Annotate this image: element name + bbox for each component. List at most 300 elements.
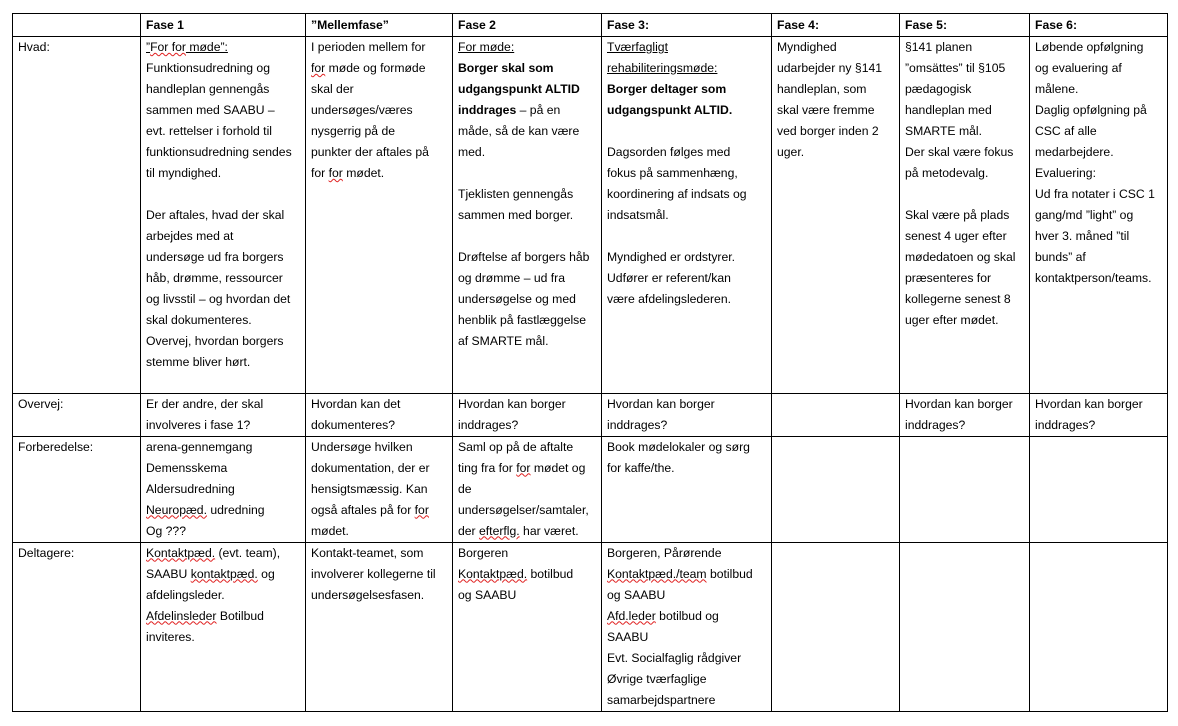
text-line xyxy=(311,163,447,184)
text-line xyxy=(607,100,766,121)
text-run: efterflg. xyxy=(479,523,520,538)
row-forberedelse xyxy=(13,436,1168,542)
text-run: og SAABU xyxy=(607,587,666,602)
text-line xyxy=(607,648,766,669)
text-run: ved borger inden 2 xyxy=(777,124,879,138)
text-line xyxy=(607,564,766,585)
text-line xyxy=(458,79,596,100)
cell-deltagere-fase-5 xyxy=(900,542,1030,711)
text-run: I perioden mellem for xyxy=(311,40,426,54)
header-fase-5: Fase 5: xyxy=(900,14,1030,37)
text-run: Book mødelokaler og sørg xyxy=(607,439,750,454)
text-line xyxy=(607,394,766,415)
text-run: af SMARTE mål. xyxy=(458,334,549,348)
text-line xyxy=(607,37,766,58)
text-run: ” xyxy=(146,40,151,54)
text-run: stemme bliver hørt. xyxy=(146,355,251,369)
text-run: involverer kollegerne til xyxy=(311,566,436,581)
text-run: SAABU xyxy=(607,629,649,644)
text-line xyxy=(458,289,596,310)
text-line xyxy=(1035,100,1162,121)
text-line xyxy=(777,58,894,79)
cell-hvad-fase-2 xyxy=(453,37,602,394)
text-run: også aftales på for xyxy=(311,502,415,517)
text-run: og SAABU xyxy=(458,587,517,602)
text-line xyxy=(607,437,766,458)
text-line xyxy=(146,458,300,479)
text-line xyxy=(1035,142,1162,163)
text-run: inddrages? xyxy=(905,417,966,432)
cell-forberedelse-fase-5 xyxy=(900,436,1030,542)
cell-forberedelse-mellemfase xyxy=(306,436,453,542)
text-run: dokumentation, der er xyxy=(311,460,430,475)
text-run: skal være fremme xyxy=(777,103,875,117)
text-run: – på en xyxy=(516,103,561,117)
text-line xyxy=(458,121,596,142)
text-run: og evaluering af xyxy=(1035,61,1122,75)
text-line xyxy=(311,79,447,100)
text-run: der xyxy=(458,523,480,538)
text-run: undersøge ud fra borgers xyxy=(146,250,284,264)
cell-overvej-fase-3 xyxy=(602,393,772,436)
text-run: Hvordan kan det xyxy=(311,396,401,411)
cell-deltagere-fase-1 xyxy=(141,542,306,711)
text-run: rehabiliteringsmøde: xyxy=(607,61,718,75)
cell-deltagere-fase-6 xyxy=(1030,542,1168,711)
text-line xyxy=(311,585,447,606)
text-run: Undersøge hvilken xyxy=(311,439,413,454)
cell-forberedelse-fase-6 xyxy=(1030,436,1168,542)
text-run: Overvej, hvordan borgers xyxy=(146,334,284,348)
text-run: undersøgelser/samtaler, xyxy=(458,502,589,517)
text-run: udgangspunkt ALTID. xyxy=(607,103,733,117)
text-line xyxy=(146,58,300,79)
cell-overvej-mellemfase xyxy=(306,393,453,436)
text-run: CSC af alle xyxy=(1035,124,1097,138)
cell-forberedelse-fase-4 xyxy=(772,436,900,542)
text-line xyxy=(311,500,447,521)
text-run: Demensskema xyxy=(146,460,228,475)
text-run: Er der andre, der skal xyxy=(146,396,264,411)
text-run: Tjeklisten gennengås xyxy=(458,187,574,201)
text-line xyxy=(905,205,1024,226)
text-run: evt. rettelser i forhold til xyxy=(146,124,272,138)
text-run: SAABU xyxy=(146,566,191,581)
text-line xyxy=(458,437,596,458)
text-run: Og ??? xyxy=(146,523,186,538)
text-line xyxy=(458,142,596,163)
text-line xyxy=(146,268,300,289)
text-run: bunds” af xyxy=(1035,250,1086,264)
text-run: for xyxy=(516,460,531,475)
text-line xyxy=(311,121,447,142)
text-run: møde og formøde xyxy=(325,61,426,75)
text-line xyxy=(607,163,766,184)
text-line xyxy=(146,415,300,436)
text-run: hver 3. måned ”til xyxy=(1035,229,1130,243)
cell-overvej-fase-5 xyxy=(900,393,1030,436)
text-run: mødet. xyxy=(311,523,349,538)
text-line xyxy=(777,142,894,163)
text-line xyxy=(607,289,766,310)
text-line xyxy=(146,564,300,585)
text-line xyxy=(458,268,596,289)
text-run: med. xyxy=(458,145,486,159)
text-line xyxy=(607,627,766,648)
text-line xyxy=(607,669,766,690)
text-run: mødedatoen og skal xyxy=(905,250,1016,264)
text-run: dokumenteres? xyxy=(311,417,396,432)
text-run: funktionsudredning sendes xyxy=(146,145,292,159)
text-run: handleplan, som xyxy=(777,82,867,96)
text-run: inviteres. xyxy=(146,629,195,644)
text-line xyxy=(607,268,766,289)
cell-hvad-fase-4 xyxy=(772,37,900,394)
text-run: uger. xyxy=(777,145,805,159)
text-run: skal der xyxy=(311,82,354,96)
text-line xyxy=(458,458,596,479)
text-line xyxy=(1035,415,1162,436)
cell-forberedelse-fase-2 xyxy=(453,436,602,542)
text-line xyxy=(1035,121,1162,142)
blank-line xyxy=(905,184,1024,205)
text-run: hensigtsmæssig. Kan xyxy=(311,481,428,496)
text-line xyxy=(146,606,300,627)
text-line xyxy=(777,37,894,58)
text-run: ”omsättes” til §105 xyxy=(905,61,1006,75)
text-run: de xyxy=(458,481,472,496)
text-run: målene. xyxy=(1035,82,1079,96)
cell-forberedelse-fase-1 xyxy=(141,436,306,542)
row-overvej xyxy=(13,393,1168,436)
text-line xyxy=(146,226,300,247)
header-row xyxy=(13,14,1168,37)
text-line xyxy=(311,521,447,542)
text-run: For møde: xyxy=(458,40,515,54)
text-line xyxy=(905,268,1024,289)
header-fase-4: Fase 4: xyxy=(772,14,900,37)
text-run: Udfører er referent/kan xyxy=(607,271,731,285)
text-line xyxy=(607,458,766,479)
cell-hvad-mellemfase xyxy=(306,37,453,394)
text-run: Aldersudredning xyxy=(146,481,235,496)
text-line xyxy=(458,500,596,521)
text-line xyxy=(607,247,766,268)
text-line xyxy=(607,79,766,100)
text-run: Funktionsudredning og xyxy=(146,61,270,75)
text-line xyxy=(146,627,300,648)
text-run: Daglig opfølgning på xyxy=(1035,103,1147,117)
text-line xyxy=(1035,37,1162,58)
text-line xyxy=(1035,163,1162,184)
text-line xyxy=(777,121,894,142)
text-run: Kontaktpæd. xyxy=(458,566,528,581)
text-run: Der skal være fokus xyxy=(905,145,1014,159)
text-line xyxy=(146,121,300,142)
text-line xyxy=(458,415,596,436)
text-line xyxy=(607,205,766,226)
text-line xyxy=(458,58,596,79)
text-line xyxy=(458,543,596,564)
text-run: Borgeren, Pårørende xyxy=(607,545,722,560)
text-run: på metodevalg. xyxy=(905,166,989,180)
text-line xyxy=(458,394,596,415)
text-line xyxy=(905,310,1024,331)
cell-deltagere-mellemfase xyxy=(306,542,453,711)
cell-overvej-fase-6 xyxy=(1030,393,1168,436)
text-run: undersøgelse og med xyxy=(458,292,576,306)
text-run: Kontakt-teamet, som xyxy=(311,545,424,560)
text-run: Hvordan kan borger xyxy=(1035,396,1143,411)
text-line xyxy=(607,142,766,163)
text-run: inddrages? xyxy=(1035,417,1096,432)
text-run: gang/md ”light” og xyxy=(1035,208,1134,222)
text-line xyxy=(607,415,766,436)
text-run: senest 4 uger efter xyxy=(905,229,1007,243)
blank-line xyxy=(607,121,766,142)
text-line xyxy=(607,58,766,79)
text-run: §141 planen xyxy=(905,40,973,54)
text-run: og livsstil – og hvordan det xyxy=(146,292,291,306)
text-run: Evaluering: xyxy=(1035,166,1096,180)
text-run: inddrages? xyxy=(607,417,668,432)
text-run: uger efter mødet. xyxy=(905,313,999,327)
text-run: præsenteres for xyxy=(905,271,992,285)
text-run: og drømme – ud fra xyxy=(458,271,566,285)
text-line xyxy=(311,58,447,79)
text-line xyxy=(905,79,1024,100)
blank-line xyxy=(607,226,766,247)
text-line xyxy=(146,142,300,163)
text-run: sammen med SAABU – xyxy=(146,103,275,117)
text-run: kontaktpæd. xyxy=(190,566,258,581)
header-fase-2: Fase 2 xyxy=(453,14,602,37)
text-line xyxy=(905,121,1024,142)
text-line xyxy=(146,163,300,184)
text-run: Drøftelse af borgers håb xyxy=(458,250,590,264)
text-run: undersøges/væres xyxy=(311,103,413,117)
text-run: mødet. xyxy=(342,166,385,180)
text-run: samarbejdspartnere xyxy=(607,692,716,707)
text-line xyxy=(607,543,766,564)
text-line xyxy=(146,205,300,226)
text-line xyxy=(311,458,447,479)
text-line xyxy=(146,79,300,100)
text-line xyxy=(905,142,1024,163)
row-label-overvej: Overvej: xyxy=(13,393,141,436)
text-run: Botilbud xyxy=(216,608,264,623)
text-line xyxy=(905,289,1024,310)
text-line xyxy=(1035,79,1162,100)
text-run: Borgeren xyxy=(458,545,509,560)
text-run: udredning xyxy=(206,502,265,517)
text-run: for xyxy=(311,61,326,75)
text-run: botilbud xyxy=(527,566,574,581)
text-run: Myndighed xyxy=(777,40,837,54)
header-fase-3: Fase 3: xyxy=(602,14,772,37)
text-line xyxy=(1035,184,1162,205)
text-line xyxy=(458,585,596,606)
cell-hvad-fase-5 xyxy=(900,37,1030,394)
cell-hvad-fase-6 xyxy=(1030,37,1168,394)
text-run: Tværfagligt xyxy=(607,40,668,54)
text-run: nysgerrig på de xyxy=(311,124,396,138)
text-run: SMARTE mål. xyxy=(905,124,982,138)
text-run: har været. xyxy=(519,523,579,538)
header-fase-1: Fase 1 xyxy=(141,14,306,37)
text-line xyxy=(311,564,447,585)
text-run: Kontaktpæd./team xyxy=(607,566,707,581)
text-run: måde, så de kan være xyxy=(458,124,580,138)
cell-hvad-fase-1 xyxy=(141,37,306,394)
text-line xyxy=(905,394,1024,415)
header-mellemfase: ”Mellemfase” xyxy=(306,14,453,37)
text-run: arena-gennemgang xyxy=(146,439,253,454)
text-run: Ud fra notater i CSC 1 xyxy=(1035,187,1155,201)
text-line xyxy=(458,100,596,121)
row-deltagere xyxy=(13,542,1168,711)
text-run: udgangspunkt ALTID xyxy=(458,82,580,96)
text-line xyxy=(146,289,300,310)
text-line xyxy=(311,394,447,415)
cell-overvej-fase-2 xyxy=(453,393,602,436)
text-run: handleplan med xyxy=(905,103,992,117)
text-run: botilbud og xyxy=(655,608,719,623)
text-line xyxy=(1035,268,1162,289)
text-run: Øvrige tværfaglige xyxy=(607,671,707,686)
text-line xyxy=(458,331,596,352)
text-line xyxy=(146,310,300,331)
text-line xyxy=(458,37,596,58)
text-line xyxy=(905,58,1024,79)
text-run: arbejdes med at xyxy=(146,229,234,243)
text-line xyxy=(458,247,596,268)
header-corner xyxy=(13,14,141,37)
text-line xyxy=(905,415,1024,436)
text-run: for xyxy=(328,166,343,180)
text-line xyxy=(905,226,1024,247)
text-run: handleplan gennengås xyxy=(146,82,270,96)
blank-line xyxy=(458,163,596,184)
text-run: skal dokumenteres. xyxy=(146,313,252,327)
text-line xyxy=(146,100,300,121)
text-line xyxy=(311,479,447,500)
text-line xyxy=(458,564,596,585)
cell-overvej-fase-4 xyxy=(772,393,900,436)
text-run: inddrages? xyxy=(458,417,519,432)
text-line xyxy=(905,163,1024,184)
text-run: medarbejdere. xyxy=(1035,145,1114,159)
row-label-hvad: Hvad: xyxy=(13,37,141,394)
row-hvad xyxy=(13,37,1168,394)
text-line xyxy=(146,437,300,458)
text-line xyxy=(146,394,300,415)
text-run: Borger skal som xyxy=(458,61,554,75)
row-label-forberedelse: Forberedelse: xyxy=(13,436,141,542)
text-line xyxy=(146,585,300,606)
text-run: være afdelingslederen. xyxy=(607,292,731,306)
text-line xyxy=(458,479,596,500)
text-line xyxy=(607,184,766,205)
text-line xyxy=(311,37,447,58)
text-line xyxy=(905,37,1024,58)
text-run: inddrages xyxy=(458,103,517,117)
text-run: Borger deltager som xyxy=(607,82,727,96)
blank-line xyxy=(458,226,596,247)
text-run: mødet og xyxy=(530,460,586,475)
text-run: og xyxy=(257,566,275,581)
text-line xyxy=(905,247,1024,268)
cell-deltagere-fase-4 xyxy=(772,542,900,711)
text-run: kollegerne senest 8 xyxy=(905,292,1011,306)
cell-overvej-fase-1 xyxy=(141,393,306,436)
row-label-deltagere: Deltagere: xyxy=(13,542,141,711)
text-run: Hvordan kan borger xyxy=(905,396,1013,411)
cell-deltagere-fase-3 xyxy=(602,542,772,711)
text-run: Hvordan kan borger xyxy=(607,396,715,411)
text-line xyxy=(311,142,447,163)
text-run: koordinering af indsats og xyxy=(607,187,747,201)
text-run: Afdelinsleder xyxy=(146,608,217,623)
text-run: (evt. team), xyxy=(215,545,281,560)
text-line xyxy=(458,184,596,205)
text-line xyxy=(146,37,300,58)
text-run: kontaktperson/teams. xyxy=(1035,271,1152,285)
text-line xyxy=(311,415,447,436)
text-line xyxy=(1035,247,1162,268)
text-line xyxy=(458,521,596,542)
cell-forberedelse-fase-3 xyxy=(602,436,772,542)
text-run: møde”: xyxy=(185,40,228,54)
text-line xyxy=(607,585,766,606)
text-run: punkter der aftales på xyxy=(311,145,429,159)
text-run: udarbejder ny §141 xyxy=(777,61,883,75)
text-run: Løbende opfølgning xyxy=(1035,40,1144,54)
text-line xyxy=(311,437,447,458)
text-line xyxy=(146,543,300,564)
header-fase-6: Fase 6: xyxy=(1030,14,1168,37)
text-line xyxy=(1035,226,1162,247)
text-run: ting fra for xyxy=(458,460,517,475)
text-line xyxy=(311,543,447,564)
text-run: For for xyxy=(150,40,186,54)
text-run: for xyxy=(311,166,329,180)
phase-table xyxy=(12,13,1168,712)
text-run: undersøgelsesfasen. xyxy=(311,587,425,602)
text-run: til myndighed. xyxy=(146,166,222,180)
text-line xyxy=(458,205,596,226)
text-run: Saml op på de aftalte xyxy=(458,439,574,454)
blank-line xyxy=(146,184,300,205)
text-line xyxy=(607,606,766,627)
text-run: Evt. Socialfaglig rådgiver xyxy=(607,650,742,665)
text-run: Afd.leder xyxy=(607,608,656,623)
text-run: sammen med borger. xyxy=(458,208,574,222)
text-run: henblik på fastlæggelse xyxy=(458,313,587,327)
text-run: for kaffe/the. xyxy=(607,460,675,475)
text-line xyxy=(146,479,300,500)
text-run: håb, drømme, ressourcer xyxy=(146,271,283,285)
text-run: afdelingsleder. xyxy=(146,587,225,602)
text-run: Skal være på plads xyxy=(905,208,1010,222)
text-line xyxy=(146,352,300,373)
text-line xyxy=(777,100,894,121)
text-line xyxy=(311,100,447,121)
text-run: Myndighed er ordstyrer. xyxy=(607,250,736,264)
text-line xyxy=(1035,58,1162,79)
text-run: involveres i fase 1? xyxy=(146,417,251,432)
cell-hvad-fase-3 xyxy=(602,37,772,394)
